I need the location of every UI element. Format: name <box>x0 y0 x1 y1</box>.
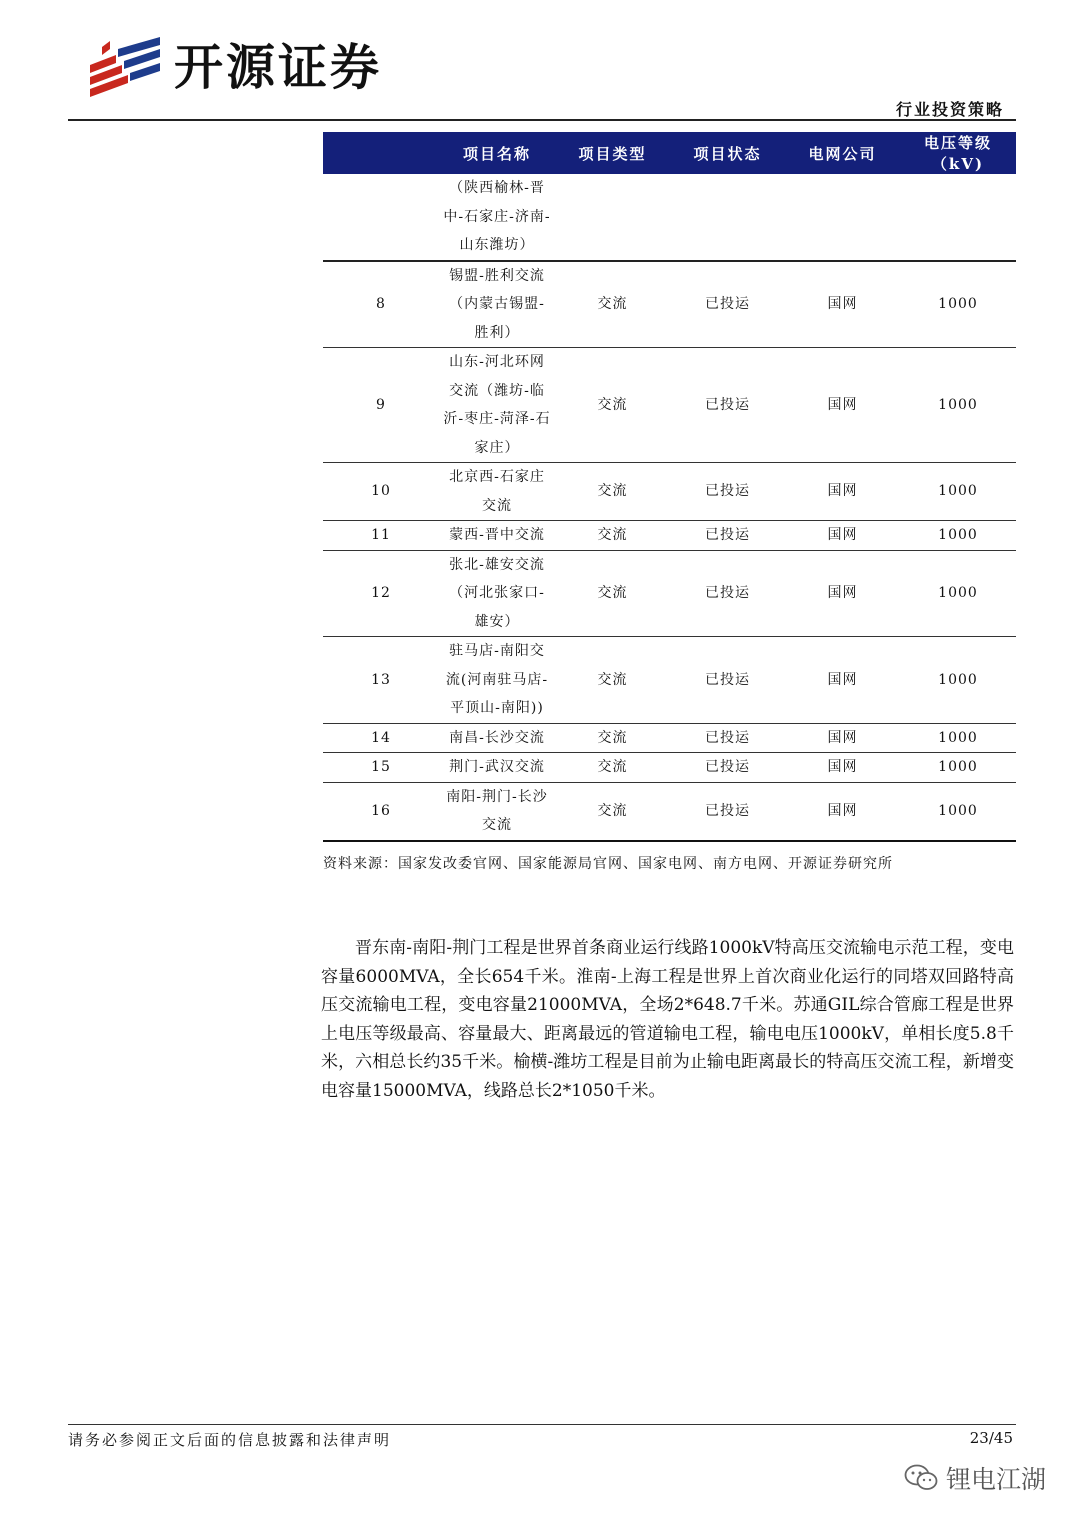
body-paragraph: 晋东南-南阳-荆门工程是世界首条商业运行线路1000kV特高压交流输电示范工程，变电容量6000MVA，全长654千米。淮南-上海工程是世界上首次商业化运行的同塔双回路特高压交流输电工程，变电容量21000MVA，全场2*648.7千米。苏通GIL综合管廊工程是世界上电压等级最高、容量最大、距离最远的管道输电工程，输电电压1000kV，单相长度5.8千米，六相总长约35千米。榆横-潍坊工程是目前为止输电距离最长的特高压交流工程，新增变电容量15000MVA，线路总长2*1050千米。 <box>321 938 1014 1101</box>
cell-project-status: 已投运 <box>670 348 785 463</box>
page-number: 23/45 <box>969 1429 1013 1447</box>
cell-project-type: 交流 <box>555 637 670 724</box>
cell-project-name: 南阳-荆门-长沙交流 <box>439 782 555 841</box>
cell-project-name: 锡盟-胜利交流（内蒙古锡盟-胜利） <box>439 261 555 348</box>
cell-project-status: 已投运 <box>670 637 785 724</box>
cell-project-type: 交流 <box>555 463 670 521</box>
header-index <box>323 132 439 174</box>
footer-divider <box>68 1424 1016 1425</box>
watermark-text: 锂电江湖 <box>945 1465 1046 1494</box>
report-type-label: 行业投资策略 <box>895 100 1004 119</box>
cell-voltage: 1000 <box>900 550 1016 637</box>
cell-project-name: 蒙西-晋中交流 <box>439 521 555 551</box>
brand-name: 开源证券 <box>174 38 383 96</box>
cell-project-type: 交流 <box>555 753 670 783</box>
wechat-icon <box>904 1464 938 1492</box>
cell-project-name: 南昌-长沙交流 <box>439 723 555 753</box>
cell-index: 13 <box>323 637 439 724</box>
cell-voltage: 1000 <box>900 261 1016 348</box>
cell-project-name: （陕西榆林-晋中-石家庄-济南-山东潍坊） <box>439 174 555 261</box>
cell-grid-company: 国网 <box>785 723 900 753</box>
cell-project-status: 已投运 <box>670 550 785 637</box>
table-header-row <box>323 132 1016 174</box>
cell-project-name: 北京西-石家庄交流 <box>439 463 555 521</box>
cell-grid-company: 国网 <box>785 463 900 521</box>
cell-index: 9 <box>323 348 439 463</box>
table-row <box>323 550 1016 637</box>
uhv-project-table <box>323 132 1016 842</box>
cell-project-status: 已投运 <box>670 723 785 753</box>
cell-voltage: 1000 <box>900 521 1016 551</box>
cell-voltage: 1000 <box>900 637 1016 724</box>
cell-voltage: 1000 <box>900 753 1016 783</box>
cell-index: 12 <box>323 550 439 637</box>
header-project-name: 项目名称 <box>439 132 555 174</box>
table-row <box>323 261 1016 348</box>
cell-voltage: 1000 <box>900 463 1016 521</box>
table-row <box>323 782 1016 841</box>
cell-grid-company: 国网 <box>785 348 900 463</box>
cell-grid-company: 国网 <box>785 261 900 348</box>
cell-project-type: 交流 <box>555 261 670 348</box>
cell-project-name: 张北-雄安交流（河北张家口-雄安） <box>439 550 555 637</box>
wechat-watermark <box>904 1460 1046 1496</box>
cell-project-status: 已投运 <box>670 753 785 783</box>
header-voltage-level: 电压等级（kV) <box>900 132 1016 174</box>
cell-project-type: 交流 <box>555 782 670 841</box>
cell-project-status: 已投运 <box>670 521 785 551</box>
cell-grid-company: 国网 <box>785 637 900 724</box>
table-row <box>323 463 1016 521</box>
table-row <box>323 723 1016 753</box>
table-source-note: 资料来源：国家发改委官网、国家能源局官网、国家电网、南方电网、开源证券研究所 <box>323 856 893 872</box>
cell-voltage: 1000 <box>900 782 1016 841</box>
cell-project-type: 交流 <box>555 348 670 463</box>
cell-grid-company: 国网 <box>785 782 900 841</box>
table-row <box>323 637 1016 724</box>
cell-project-type: 交流 <box>555 550 670 637</box>
cell-index: 10 <box>323 463 439 521</box>
cell-project-type: 交流 <box>555 723 670 753</box>
table-row <box>323 348 1016 463</box>
cell-project-status: 已投运 <box>670 782 785 841</box>
cell-project-status: 已投运 <box>670 261 785 348</box>
cell-index: 15 <box>323 753 439 783</box>
header-grid-company: 电网公司 <box>785 132 900 174</box>
cell-index <box>323 174 439 261</box>
brand-logo <box>88 32 382 102</box>
cell-index: 14 <box>323 723 439 753</box>
cell-project-name: 荆门-武汉交流 <box>439 753 555 783</box>
cell-voltage: 1000 <box>900 348 1016 463</box>
cell-index: 16 <box>323 782 439 841</box>
cell-index: 8 <box>323 261 439 348</box>
footer-disclaimer: 请务必参阅正文后面的信息披露和法律声明 <box>68 1431 392 1449</box>
cell-grid-company: 国网 <box>785 753 900 783</box>
cell-grid-company: 国网 <box>785 550 900 637</box>
brand-mark-icon <box>88 35 162 99</box>
table-row-continued <box>323 174 1016 261</box>
cell-project-name: 驻马店-南阳交流(河南驻马店-平顶山-南阳)) <box>439 637 555 724</box>
cell-grid-company: 国网 <box>785 521 900 551</box>
table-row <box>323 753 1016 783</box>
cell-project-type: 交流 <box>555 521 670 551</box>
header-divider <box>68 119 1016 121</box>
cell-project-name: 山东-河北环网交流（潍坊-临沂-枣庄-菏泽-石家庄） <box>439 348 555 463</box>
cell-voltage: 1000 <box>900 723 1016 753</box>
cell-index: 11 <box>323 521 439 551</box>
table-row <box>323 521 1016 551</box>
cell-project-status: 已投运 <box>670 463 785 521</box>
header-project-type: 项目类型 <box>555 132 670 174</box>
header-project-status: 项目状态 <box>670 132 785 174</box>
